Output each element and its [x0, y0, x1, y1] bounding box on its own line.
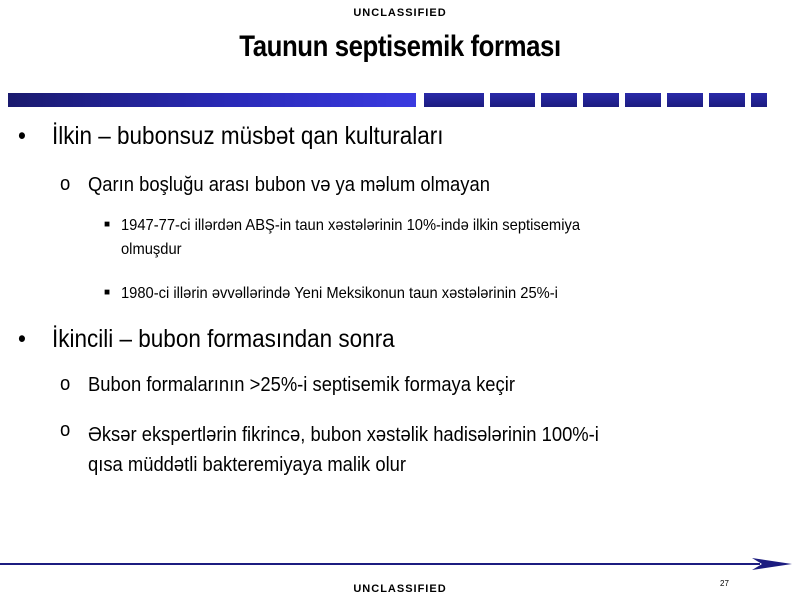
bullet-2-text: İkincili – bubon formasından sonra	[52, 325, 395, 353]
bullet-dot-icon: •	[18, 325, 26, 353]
bullet-2-2-line1: Əksər ekspertlərin fikrincə, bubon xəstəlik hadisələrinin 100%-i	[88, 424, 599, 446]
bullet-2-2-text	[88, 420, 599, 480]
bullet-1-text: İlkin – bubonsuz müsbət qan kulturaları	[52, 122, 444, 150]
bullet-dot-icon: •	[18, 122, 26, 150]
sub-bullet-circle-icon: o	[60, 419, 71, 441]
sub-bullet-circle-icon: o	[60, 173, 71, 195]
bullet-1-1-1-line2: olmuşdur	[121, 241, 182, 258]
classification-footer: UNCLASSIFIED	[353, 583, 447, 595]
classification-header: UNCLASSIFIED	[353, 7, 447, 19]
footer-rule	[0, 563, 760, 565]
bullet-1-1-2-text: 1980-ci illərin əvvəllərində Yeni Meksikonun taun xəstələrinin 25%-i	[121, 285, 558, 302]
bullet-1-1-1-text	[121, 214, 747, 262]
square-bullet-icon: ■	[104, 287, 111, 298]
bullet-1-1-text: Qarın boşluğu arası bubon və ya məlum olmayan	[88, 174, 490, 196]
page-number: 27	[720, 579, 729, 588]
sub-bullet-circle-icon: o	[60, 373, 71, 395]
slide-title: Taunun septisemik forması	[239, 30, 561, 63]
square-bullet-icon: ■	[104, 219, 111, 230]
arrow-icon	[752, 555, 792, 573]
bullet-2-1-text: Bubon formalarının >25%-i septisemik formaya keçir	[88, 374, 515, 396]
bullet-1-1-1-line1: 1947-77-ci illərdən ABŞ-in taun xəstələrinin 10%-ində ilkin septisemiya	[121, 217, 581, 234]
bullet-2-2-line2: qısa müddətli bakteremiyaya malik olur	[88, 454, 407, 476]
